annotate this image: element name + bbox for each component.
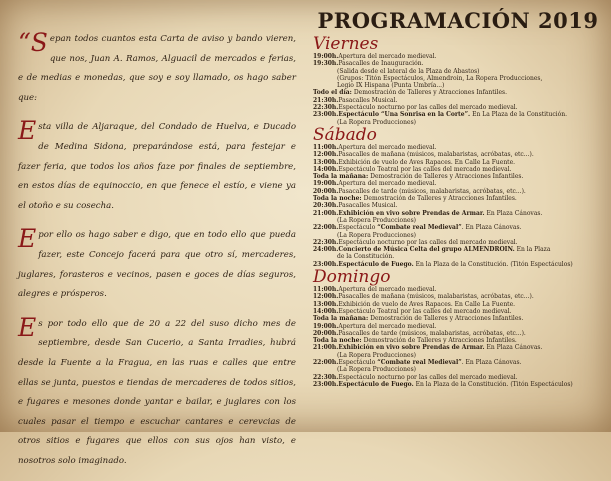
schedule-event (313, 232, 603, 239)
event-text: Pasacalles Musical. (338, 96, 398, 104)
event-time: 23:00h. (313, 111, 339, 119)
schedule-event (313, 53, 603, 60)
event-time: 21:30h. (313, 96, 339, 104)
event-highlight: Exhibición en vivo sobre Prendas de Armar. (338, 209, 485, 217)
event-time: 14:00h. (313, 307, 339, 315)
schedule-event (313, 68, 603, 75)
event-time: 12:00h. (313, 151, 339, 159)
paragraph-text: sta villa de Aljaraque, del Condado de Huelva, e Ducado de Medina Sidona, preparándose está, para festejar e fazer feria, que todos los años faze por finales de septiembre, en estos días de equinoccio, en que fenece el estío, e viene ya el otoño e su cosecha. (18, 122, 296, 211)
event-text: En La Plaza de la Constitución. (470, 111, 567, 119)
event-highlight: Espectáculo “Una Sonrisa en la Corte”. (338, 111, 471, 119)
event-text: Espectáculo nocturno por las calles del mercado medieval. (338, 373, 518, 381)
schedule-event (313, 210, 603, 217)
schedule-event (313, 151, 603, 158)
event-text: Demostración de Talleres y Atracciones Infantiles. (363, 195, 517, 203)
schedule (313, 35, 603, 388)
schedule-event (313, 180, 603, 187)
event-text: Espectáculo Teatral por las calles del mercado medieval. (338, 307, 512, 315)
event-text: Espectáculo (338, 358, 378, 366)
schedule-event (313, 366, 603, 373)
event-time: 21:00h. (313, 344, 339, 352)
event-text: Apertura del mercado medieval. (338, 322, 437, 330)
event-text: Espectáculo nocturno por las calles del mercado medieval. (338, 238, 518, 246)
schedule-event (313, 89, 603, 96)
event-text: . En Plaza Cánovas. (461, 358, 522, 366)
schedule-event (313, 202, 603, 209)
event-text: Demostración de Talleres y Atracciones Infantiles. (353, 89, 508, 97)
event-time: 13:00h. (313, 158, 339, 166)
schedule-event (313, 75, 603, 82)
event-time: Toda la noche: (313, 195, 362, 203)
schedule-event (313, 344, 603, 351)
schedule-event (313, 286, 603, 293)
schedule-event (313, 246, 603, 253)
event-text: En la Plaza (514, 246, 551, 254)
event-time: 20:00h. (313, 329, 339, 337)
bando-column (18, 30, 296, 481)
drop-cap: E (18, 116, 37, 146)
schedule-event (313, 82, 603, 89)
drop-cap: E (18, 312, 37, 342)
day-heading: Sábado (313, 124, 377, 145)
event-text: Apertura del mercado medieval. (338, 180, 437, 188)
event-text: Espectáculo (338, 224, 378, 232)
schedule-event (313, 166, 603, 173)
event-time: 20:30h. (313, 202, 339, 210)
event-text: Apertura del mercado medieval. (338, 143, 437, 151)
event-text: (Salida desde el lateral de la Plaza de Abastos) (337, 67, 480, 75)
schedule-event (313, 359, 603, 366)
event-text: En la Plaza de la Constitución. (Titón Espectáculos) (413, 380, 573, 388)
bando-paragraph (18, 118, 296, 216)
event-text: (La Ropera Producciones) (337, 216, 416, 224)
event-time: 12:00h. (313, 293, 339, 301)
schedule-event (313, 144, 603, 151)
event-time: 14:00h. (313, 165, 339, 173)
event-text: (La Ropera Producciones) (337, 231, 416, 239)
schedule-event (313, 159, 603, 166)
schedule-event (313, 104, 603, 111)
drop-cap: E (18, 224, 37, 254)
event-time: 23:00h. (313, 260, 339, 268)
day-heading: Viernes (313, 34, 379, 54)
event-text: (La Ropera Producciones) (337, 351, 416, 359)
schedule-event (313, 315, 603, 322)
event-text: Apertura del mercado medieval. (338, 286, 437, 294)
event-time: 11:00h. (313, 143, 339, 151)
event-text: Apertura del mercado medieval. (338, 53, 437, 60)
event-time: 22:00h. (313, 358, 339, 366)
event-text: En Plaza Cánovas. (484, 209, 543, 217)
event-text: . En Plaza Cánovas. (461, 224, 522, 232)
event-text: Espectáculo nocturno por las calles del mercado medieval. (338, 104, 518, 112)
programacion-column (313, 8, 603, 388)
paragraph-text: s por todo ello que de 20 a 22 del suso dicho mes de septiembre, desde San Cucerio, a Santa Irradies, hubrá desde la Fuente a la Fragua, en las ruas e calles que entre ellas se junta, puestos e tiendas de mercaderes de todos sitios, e fugares e mesones donde yantar e bailar, e juglares con los cuales pasar el tiempo e escuchar cantares e cerevcias de otros sitios e fugares que ellos con sus ojos han visto, e nosotros solo imaginado. (18, 318, 296, 466)
event-highlight: Espectáculo de Fuego. (338, 260, 414, 268)
paragraph-text: epan todos cuantos esta Carta de aviso y bando vieren, que nos, Juan A. Ramos, Alguacil de mercados e ferias, e de medias e monedas, que soy e soy llamado, os hago saber que: (18, 34, 296, 103)
event-text: Legio IX Hispana (Punta Umbría...) (337, 82, 445, 90)
bando-paragraph (18, 312, 296, 472)
schedule-event (313, 352, 603, 359)
event-text: Pasacalles de Inauguración. (338, 60, 424, 68)
bando-paragraph (18, 30, 296, 108)
schedule-event (313, 308, 603, 315)
event-time: 19:00h. (313, 322, 339, 330)
event-text: Exhibición de vuelo de Aves Rapaces. En Calle La Fuente. (338, 158, 516, 166)
event-text: Pasacalles de tarde (músicos, malabaristas, acróbatas, etc...). (338, 187, 526, 195)
schedule-event (313, 293, 603, 300)
event-time: 19:00h. (313, 180, 339, 188)
event-time: 21:00h. (313, 209, 339, 217)
event-time: Toda la mañana: (313, 315, 369, 323)
event-text: Pasacalles de tarde (músicos, malabaristas, acróbatas, etc...). (338, 329, 526, 337)
event-text: (Grupos: Titón Espectáculos, Almendroin, La Ropera Producciones, (337, 74, 543, 82)
event-text: En Plaza Cánovas. (484, 344, 543, 352)
event-text: En la Plaza de la Constitución. (Titón Espectáculos) (413, 260, 573, 268)
schedule-event (313, 97, 603, 104)
schedule-event (313, 111, 603, 118)
event-time: Todo el día: (313, 89, 352, 97)
event-time: 22:30h. (313, 104, 339, 112)
drop-cap: “S (18, 28, 48, 57)
schedule-event (313, 330, 603, 337)
day-heading: Domingo (313, 267, 391, 288)
schedule-event (313, 224, 603, 231)
schedule-event (313, 188, 603, 195)
event-time: 11:00h. (313, 286, 339, 294)
event-text: Exhibición de vuelo de Aves Rapaces. En Calle La Fuente. (338, 300, 516, 308)
schedule-event (313, 173, 603, 180)
event-text: Demostración de Talleres y Atracciones Infantiles. (370, 173, 524, 181)
event-text: (La Ropera Producciones) (337, 118, 416, 126)
event-text: Pasacalles de mañana (músicos, malabaristas, acróbatas, etc...). (338, 151, 534, 159)
page-title: PROGRAMACIÓN 2019 (317, 8, 599, 33)
event-text: Demostración de Talleres y Atracciones Infantiles. (363, 337, 517, 345)
schedule-event (313, 374, 603, 381)
event-text: de la Constitución. (337, 253, 395, 261)
event-time: 13:00h. (313, 300, 339, 308)
event-time: Toda la noche: (313, 337, 362, 345)
schedule-event (313, 239, 603, 246)
event-time: 23:00h. (313, 380, 339, 388)
event-time: 19:00h. (313, 53, 339, 60)
event-time: 22:00h. (313, 224, 339, 232)
schedule-event (313, 60, 603, 67)
schedule-event (313, 301, 603, 308)
event-time: 20:00h. (313, 187, 339, 195)
event-text: Demostración de Talleres y Atracciones Infantiles. (370, 315, 524, 323)
event-highlight: “Combate real Medieval” (377, 224, 462, 232)
event-time: 24:00h. (313, 246, 339, 254)
schedule-event (313, 217, 603, 224)
event-highlight: Exhibición en vivo sobre Prendas de Armar. (338, 344, 485, 352)
event-time: 22:30h. (313, 238, 339, 246)
event-highlight: “Combate real Medieval” (377, 358, 462, 366)
event-highlight: Espectáculo de Fuego. (338, 380, 414, 388)
schedule-event (313, 337, 603, 344)
event-text: (La Ropera Producciones) (337, 366, 416, 374)
event-text: Pasacalles Musical. (338, 202, 398, 210)
event-time: Toda la mañana: (313, 173, 369, 181)
event-time: 19:30h. (313, 60, 339, 68)
schedule-event (313, 253, 603, 260)
bando-paragraph (18, 226, 296, 304)
event-highlight: Concierto de Música Celta del grupo ALMENDROIN. (338, 246, 515, 254)
paragraph-text: por ello os hago saber e digo, que en todo ello que pueda fazer, este Concejo facerá para que otro sí, mercaderes, juglares, forasteros e vecinos, pasen e goces de días seguros, alegres e prósperos. (18, 230, 296, 300)
event-text: Pasacalles de mañana (músicos, malabaristas, acróbatas, etc...). (338, 293, 534, 301)
event-time: 22:30h. (313, 373, 339, 381)
schedule-event (313, 195, 603, 202)
event-text: Espectáculo Teatral por las calles del mercado medieval. (338, 165, 512, 173)
schedule-event (313, 323, 603, 330)
schedule-event (313, 381, 603, 388)
